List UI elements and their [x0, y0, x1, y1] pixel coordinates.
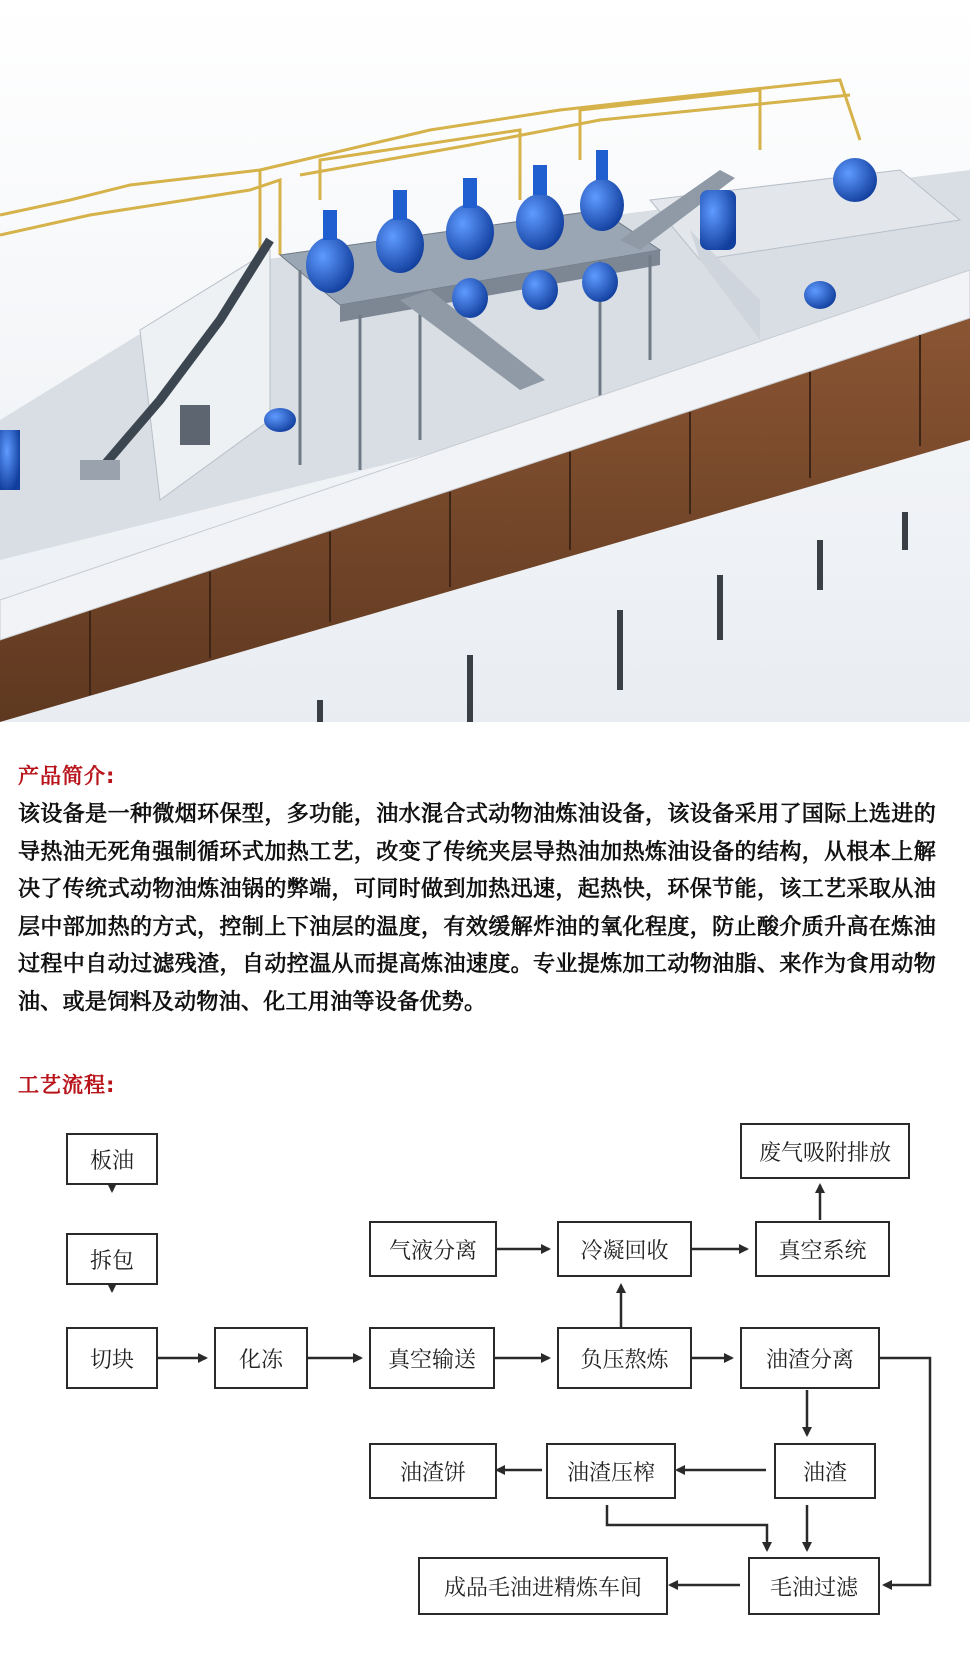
node-qiekuai: 切块: [66, 1327, 158, 1389]
node-youzha-yazha: 油渣压榨: [546, 1443, 676, 1499]
node-huadong: 化冻: [214, 1327, 308, 1389]
node-feiqi-paifang: 废气吸附排放: [740, 1123, 910, 1179]
node-zhenkong-shusong: 真空输送: [369, 1327, 495, 1389]
node-chengpin: 成品毛油进精炼车间: [418, 1557, 668, 1615]
node-chaibao: 拆包: [66, 1233, 158, 1285]
arrow-youzhafenli-maoyou: [880, 1358, 930, 1585]
node-maoyou-guolv: 毛油过滤: [748, 1557, 880, 1615]
node-zhenkong-xitong: 真空系统: [755, 1221, 890, 1277]
flow-title: 工艺流程:: [18, 1073, 116, 1097]
node-youzha: 油渣: [774, 1443, 876, 1499]
process-flow-chart: [0, 1105, 970, 1665]
node-bainyou: 板油: [66, 1133, 158, 1185]
node-qiye-fenli: 气液分离: [369, 1221, 497, 1277]
node-lengning-huishou: 冷凝回收: [557, 1221, 692, 1277]
node-fuya-aolian: 负压熬炼: [557, 1327, 692, 1389]
intro-body: 该设备是一种微烟环保型，多功能，油水混合式动物油炼油设备，该设备采用了国际上选进的导热油无死角强制循环式加热工艺，改变了传统夹层导热油加热炼油设备的结构，从根本上解决了传统式动物油炼油锅的弊端，可同时做到加热迅速，起热快，环保节能，该工艺采取从油层中部加热的方式，控制上下油层的温度，有效缓解炸油的氧化程度，防止酸介质升高在炼油过程中自动过滤残渣，自动控温从而提高炼油速度。专业提炼加工动物油脂、来作为食用动物油、或是饲料及动物油、化工用油等设备优势。: [18, 802, 936, 1015]
arrow-yazha-maoyou: [607, 1505, 767, 1550]
node-youzhabing: 油渣饼: [369, 1443, 497, 1499]
intro-title: 产品简介:: [18, 764, 116, 788]
plant-rendering: [0, 0, 970, 722]
node-youzha-fenli: 油渣分离: [740, 1327, 880, 1389]
